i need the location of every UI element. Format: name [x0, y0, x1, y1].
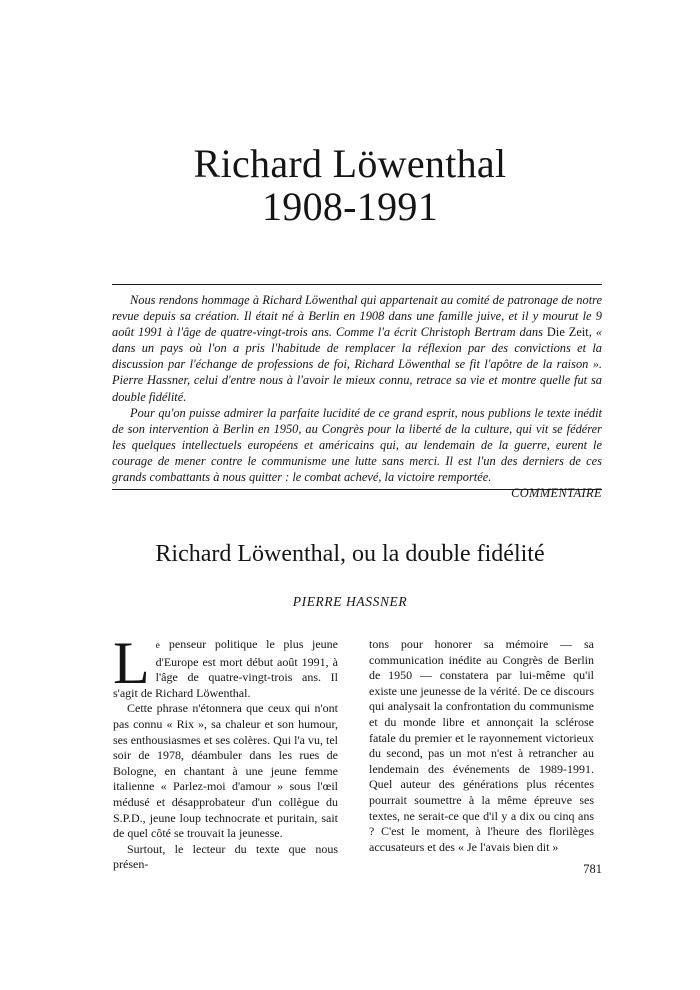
page-title-name: Richard Löwenthal — [193, 141, 507, 186]
article-paragraph-continued: tons pour honorer sa mémoire — sa communication inédite au Congrès de Berlin de 1950 — constatera par lui-même qu'il existe une jeunesse de la vérité. De ce discours qui analysait la confrontation du communisme et du monde libre et annonçait la sclérose fatale du premier et le rayonnement victorieux du second, pas un mot n'est à retrancher au lendemain des événements de 1989-1991. Quel auteur des générations plus récentes pourrait soumettre à la même épreuve ses textes, ne serait-ce que d'il y a dix ou cinq ans ? C'est le moment, à l'heure des florilèges accusateurs et des « Je l'avais bien dit » — [369, 637, 594, 854]
editorial-text-a: Nous rendons hommage à Richard Löwenthal qui appartenait au comité de patronage de notre revue depuis sa création. Il était né à Berlin en 1908 dans une famille juive, et il y mourut le 9 août 1991 à l'âge de quatre-vingt-trois ans. Comme l'a écrit Christoph Bertram dans — [112, 293, 602, 340]
drop-cap: L — [113, 630, 150, 696]
editorial-paragraph-2: Pour qu'on puisse admirer la parfaite lucidité de ce grand esprit, nous publions le texte inédit de son intervention à Berlin en 1950, au Congrès pour la liberté de la culture, qui vit se fédérer les quelques intellectuels européens et américains qui, au lendemain de la guerre, eurent le courage de mener contre le communisme une lutte sans merci. Il est l'un des derniers de ces grands combattants à nous quitter : le combat achevé, la victoire remportée. — [112, 405, 602, 485]
article-author: PIERRE HASSNER — [292, 594, 408, 609]
article-paragraph-1 — [113, 630, 338, 701]
article-paragraph-3: Surtout, le lecteur du texte que nous présen- — [113, 841, 338, 872]
bottom-rule — [112, 489, 602, 490]
column-left — [113, 630, 338, 873]
editorial-paragraph-1 — [112, 292, 602, 405]
article-paragraph-2: Cette phrase n'étonnera que ceux qui n'ont pas connu « Rix », sa chaleur et son humour, ses enthousiasmes et ses colères. Qui l'a vu, tel soir de 1978, déambuler dans les rues de Bologne, en chantant à une jeune femme italienne « Parlez-moi d'amour » sous l'œil médusé et désapprobateur d'un collègue du S.P.D., jeune loup technocrate et puritain, sait de quel côté se trouvait la jeunesse. — [113, 701, 338, 841]
article-title: Richard Löwenthal, ou la double fidélité — [155, 541, 545, 567]
editorial-note — [112, 292, 602, 501]
page-number: 781 — [583, 862, 602, 876]
newspaper-name: Die Zeit, — [546, 325, 592, 340]
column-right — [369, 637, 594, 855]
first-word-smallcaps: e — [155, 641, 161, 651]
top-rule — [112, 284, 602, 285]
paragraph-1-text: penseur politique le plus jeune d'Europe est mort début août 1991, à l'âge de quatre-vingt-trois ans. Il s'agit de Richard Löwenthal. — [113, 637, 338, 700]
page-title-dates: 1908-1991 — [261, 184, 439, 229]
editorial-text-b: « dans un pays où l'on a pris l'habitude de remplacer la réflexion par des convictions et la discussion par l'échange de professions de foi, Richard Löwenthal se fit l'apôtre de la raison ». Pierre Hassner, celui d'entre nous à l'avoir le mieux connu, retrace sa vie et montre quelle fut sa double fidélité. — [112, 325, 603, 404]
editorial-signature: COMMENTAIRE — [511, 486, 602, 501]
